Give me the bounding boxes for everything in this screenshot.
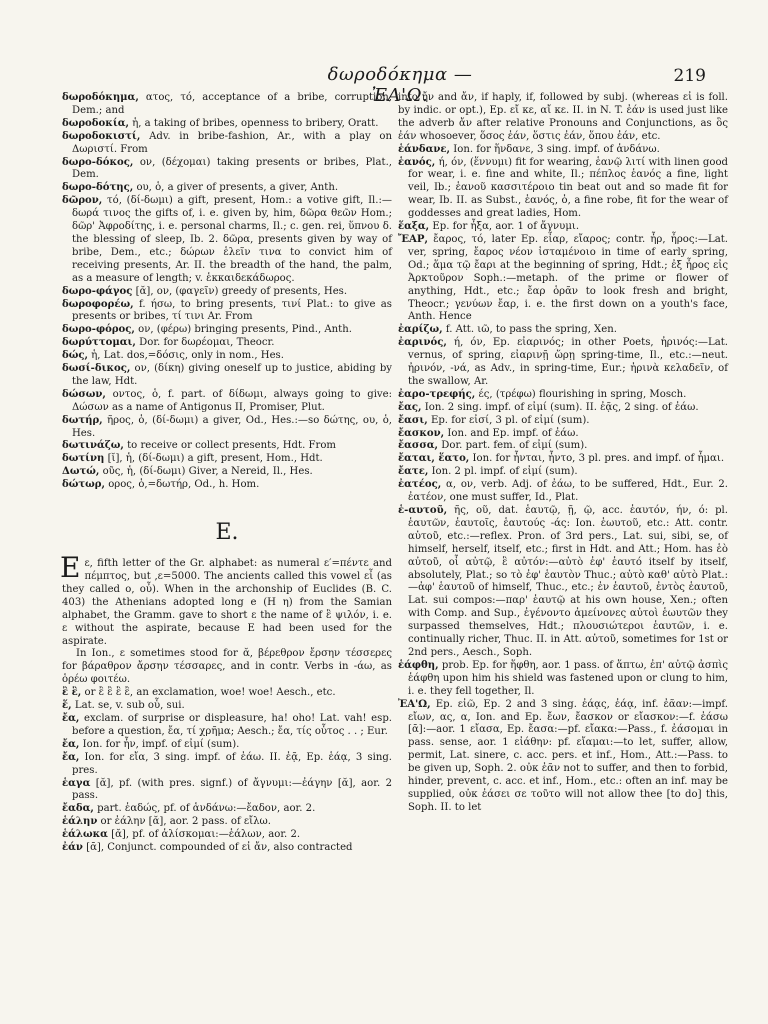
entry-definition: Ep. εἰῶ, Ep. 2 and 3 sing. ἐάᾳς, ἐάᾳ, inf. ἐᾶαν:—impf. εἴων, ας, α, Ion. and Ep. ἔων, ἔασκον or εἴασκον:—f. ἐάσω [ᾱ]:—aor. 1 εἴασα, Ep. ἔασα:—pf. εἴακα:—Pass., f. ἐάσομαι in pass. sense, aor. 1 εἰάθην: pf. εἴαμαι:—to let, suffer, allow, permit, Lat. sinere, c. acc. pers. et inf., Hom., Att.:—Pass. to be given up, Soph. 2. οὐκ ἐᾶν not to suffer, and then to forbid, hinder, prevent, c. acc. et inf., Hom., etc.: often an inf. may be supplied, οὐκ ἐάσει σε τοῦτο will not allow thee [to do] this, Soph. II. to let (408, 698, 728, 813)
entry-headword: δωρο-δότης, (62, 182, 134, 194)
entry-headword: ἔασσα, (398, 440, 439, 452)
entry-definition: Ion. for ἦν, impf. of εἰμί (sum). (79, 738, 240, 750)
entry-headword: ἑαγα (62, 777, 91, 789)
entry-definition: ἡ, Lat. dos,=δόσις, only in nom., Hes. (88, 350, 284, 362)
entry-headword: ἑ-αυτοῦ, (398, 505, 448, 516)
entry-headword: ἔασι, (398, 414, 428, 426)
entry-definition: [ᾱ], Conjunct. compounded of εἰ ἄν, also contracted (82, 842, 353, 854)
entry-definition: prob. Ep. for ἥφθη, aor. 1 pass. of ἅπτω, ἐπ' αὐτῷ ἀσπὶς ἑάφθη upon him his shield was fastened upon or clung to him, i. e. they fell together, Il. (408, 659, 728, 697)
entry-headword: δωρο-φόρος, (62, 324, 135, 336)
entry-headword: δωρο-φάγος (62, 285, 133, 297)
entry-definition: ῆς, οῦ, dat. ἑαυτῷ, ῇ, ῷ, acc. ἑαυτόν, ήν, ό: pl. ἑαυτῶν, ἑαυτοῖς, ἑαυτούς -άς: Ion. ἑωυτοῦ, etc.: Att. contr. αὑτοῦ, etc.:—reflex. Pron. of 3rd pers., Lat. sui, sibi, se, of himself, herself, itself, etc.; first in Hdt. and Att.; Hom. has ἑὸ αὐτοῦ, οἷ αὐτῷ, ἓ αὐτόν:—αὐτὸ ἐφ' ἑαυτό itself by itself, absolutely, Plat.; so τὸ ἐφ' ἑαυτὸν Thuc.; αὐτὸ καθ' αὑτὸ Plat.:—ἀφ' ἑαυτοῦ of himself, Thuc., etc.; ἐν ἑαυτοῦ, ἐντὸς ἑαυτοῦ, Lat. sui compos:—παρ' ἑαυτῷ at his own house, Xen.; often with Comp. and Sup., ἐγένοντο ἀμείνονες αὐτοὶ ἑωυτῶν they surpassed themselves, Hdt.; πλουσιώτεροι ἑαυτῶν, i. e. continually richer, Thuc. II. in Att. αὑτοῦ, sometimes for 1st or 2nd pers., Aesch., Soph. (408, 505, 728, 658)
dictionary-entry (398, 337, 728, 389)
entry-definition: ον, (δέχομαι) taking presents or bribes, Plat., Dem. (72, 156, 392, 181)
entry-headword: ἜΑΡ, (398, 233, 428, 245)
dictionary-entry (62, 131, 392, 157)
entry-definition: Ion. and Ep. impf. of ἐάω. (444, 427, 579, 439)
dictionary-entry (62, 803, 392, 816)
entry-definition: [ᾰ], pf. (with pres. signf.) of ἄγνυμι:—ἐάγην [ᾰ], aor. 2 pass. (72, 777, 392, 802)
dictionary-entry (62, 363, 392, 389)
entry-headword: δώτωρ, (62, 479, 105, 491)
entry-definition: Ep. for ἦξα, aor. 1 of ἄγνυμι. (429, 221, 580, 233)
entry-headword: ἑάλην (62, 816, 98, 828)
entry-headword: ἔα, (62, 751, 80, 763)
dictionary-entry (398, 660, 728, 699)
dictionary-entry (62, 299, 392, 325)
entry-definition: ατος, τό, acceptance of a bribe, corruption, Dem.; and (72, 92, 392, 116)
entry-definition: τό, (δί-δωμι) a gift, present, Hom.: a votive gift, Il.:—δωρά τινος the gifts of, i. e. given by, him, δῶρα θεῶν Hom.; δῶρ' Ἀφροδίτης, i. e. personal charms, Il.; c. gen. rei, ὕπνου δ. the blessing of sleep, Ib. 2. δῶρα, presents given by way of bribe, Dem., etc.; δώρων ἑλεῖν τινα to convict him of receiving presents, Ar. II. the breadth of the hand, the palm, as a measure of length; v. ἑκκαιδεκάδωρος. (72, 195, 392, 284)
entry-headword: δώς, (62, 350, 89, 362)
entry-definition: Adv. in bribe-fashion, Ar., with a play on Δωριστί. From (72, 130, 392, 155)
entry-headword: δώσων, (62, 388, 106, 400)
entry-definition: ον, (δίκη) giving oneself up to justice, abiding by the law, Hdt. (72, 363, 392, 387)
entry-definition: [ᾰ], pf. of ἁλίσκομαι:—ἑάλων, aor. 2. (107, 829, 301, 841)
entry-headword: Δωτώ, (62, 466, 100, 478)
dictionary-entry (398, 479, 728, 505)
dictionary-entry (398, 324, 728, 337)
entry-headword: δωροδοκιστί, (62, 130, 141, 142)
entry-definition: exclam. of surprise or displeasure, ha! oho! Lat. vah! esp. before a question, ἔα, τί χρῆμα; Aesch.; ἔα, τίς οὗτος . . ; Eur. (72, 712, 392, 737)
entry-headword: ἔαδα, (62, 803, 94, 815)
entry-definition: ορος, ὁ,=δωτήρ, Od., h. Hom. (104, 479, 260, 491)
entry-definition: οντος, ὁ, f. part. of δίδωμι, always going to give: Δώσων as a name of Antigonus II, Promiser, Plut. (72, 388, 392, 413)
dictionary-entry (398, 221, 728, 234)
section-heading-e: E. (215, 520, 239, 546)
entry-headword: ἑάλωκα (62, 829, 108, 841)
entry-headword: ἑάνδανε, (398, 143, 451, 155)
entry-headword: ἔατε, (398, 466, 429, 478)
entry-definition: part. ἑαδώς, pf. of ἁνδάνω:—ἔαδον, aor. 2. (93, 803, 316, 815)
entry-headword: δωροδόκημα, (62, 92, 139, 103)
entry-headword: δωσί-δικος, (62, 363, 131, 375)
entry-headword: ἔα, (62, 738, 80, 750)
dictionary-entry (62, 337, 392, 350)
entry-definition: f. ήσω, to bring presents, τινί Plat.: to give as presents or bribes, τί τινι Ar. From (72, 298, 392, 323)
entry-headword: δωροφορέω, (62, 298, 134, 310)
dictionary-entry (62, 752, 392, 778)
entry-headword: ἐαρο-τρεφής, (398, 388, 476, 400)
dictionary-entry (62, 739, 392, 752)
right-entry-list (398, 92, 728, 815)
entry-headword: ἑάφθη, (398, 659, 439, 671)
entry-headword: ἐαρίζω, (398, 324, 443, 336)
dictionary-entry (62, 350, 392, 363)
entry-definition: οῦς, ἡ, (δί-δωμι) Giver, a Nereid, Il., Hes. (99, 466, 313, 478)
dictionary-entry (62, 415, 392, 441)
entry-headword: ἑανός, (398, 156, 436, 168)
dictionary-entry (398, 234, 728, 324)
entry-definition: Lat. se, v. sub οὗ, sui. (71, 700, 185, 712)
dictionary-entry (398, 699, 728, 815)
entry-headword: ἔα, (62, 712, 80, 724)
dictionary-entry (62, 182, 392, 195)
entry-definition: Ion. for εἴα, 3 sing. impf. of ἐάω. II. ἐᾷ, Ep. ἑάᾳ, 3 sing. pres. (72, 751, 392, 776)
dictionary-entry (62, 118, 392, 131)
entry-definition: α, ον, verb. Adj. of ἐάω, to be suffered, Hdt., Eur. 2. ἐατέον, one must suffer, Id., Plat. (408, 479, 728, 504)
dictionary-entry (398, 389, 728, 402)
dictionary-entry (398, 505, 728, 660)
entry-headword: δωρο-δόκος, (62, 156, 134, 168)
dictionary-entry (62, 816, 392, 829)
drop-capital: E (60, 551, 81, 585)
dictionary-entry (398, 440, 728, 453)
entry-definition: or ἐάλην [ᾰ], aor. 2 pass. of εἴλω. (97, 816, 271, 828)
entry-headword: ἘΑ'Ω, (398, 698, 431, 710)
dictionary-entry (398, 144, 728, 157)
dictionary-entry (62, 92, 392, 118)
entry-headword: ἔασκον, (398, 427, 445, 439)
entry-definition: Ep. for εἰσί, 3 pl. of εἰμί (sum). (427, 414, 590, 426)
dictionary-entry (62, 687, 392, 700)
left-column (62, 92, 392, 855)
entry-definition: ή, όν, Ep. εἰαρινός; in other Poets, ἠρινός:—Lat. vernus, of spring, εἰαρινῇ ὥρῃ spring-time, Il., etc.:—neut. ἠρινόν, -νά, as Adv., in spring-time, Eur.; ἠρινὰ κελαδεῖν, of the swallow, Ar. (408, 337, 728, 387)
dictionary-entry (62, 286, 392, 299)
entry-definition: ου, ὁ, a giver of presents, a giver, Anth. (133, 182, 339, 194)
dictionary-entry (398, 92, 728, 144)
entry-headword: ἔας, (398, 401, 422, 413)
dictionary-entry (398, 402, 728, 415)
left-entry-list-2 (62, 687, 392, 855)
entry-headword: ἕ, (62, 700, 72, 712)
entry-definition: ἔαρος, τό, later Ep. εἶαρ, εἴαρος; contr. ἦρ, ἦρος:—Lat. ver, spring, ἔαρος νέον ἱσταμένοιο in time of early spring, Od.; ἅμα τῷ ἔαρι at the beginning of spring, Hdt.; ἐξ ἦρος εἰς Ἀρκτοῦρον Soph.:—metaph. of the prime or flower of anything, Hdt., etc.; ἔαρ ὁρᾶν to look fresh and bright, Theocr.; γενύων ἔαρ, i. e. the first down on a youth's face, Anth. Hence (408, 233, 728, 323)
entry-headword: δῶρον, (62, 195, 103, 207)
entry-definition: Ion. for ἥνδανε, 3 sing. impf. of ἁνδάνω. (450, 143, 660, 155)
dictionary-entry (62, 157, 392, 183)
page-number: 219 (673, 66, 706, 86)
entry-definition: Dor. part. fem. of εἰμί (sum). (438, 440, 588, 452)
entry-definition: into ἤν and ἄν, if haply, if, followed by subj. (whereas εἰ is foll. by indic. or opt.), Ep. εἴ κε, αἴ κε. II. in N. T. ἐάν is used just like the adverb ἄν after relative Pronouns and Conjunctions, as ὃς ἐάν whosoever, ὅσος ἐάν, ὅστις ἐάν, ὅπου ἐάν, etc. (398, 92, 728, 142)
letter-e-introduction (60, 551, 392, 687)
entry-definition: ἡ, a taking of bribes, openness to bribery, Oratt. (129, 117, 379, 129)
entry-definition: Dor. for δωρέομαι, Theocr. (135, 337, 275, 349)
dictionary-entry (62, 440, 392, 453)
entry-headword: δωρύττομαι, (62, 337, 136, 349)
entry-definition: ές, (τρέφω) flourishing in spring, Mosch. (475, 388, 687, 400)
running-title: δωροδόκημα — ἘΑ'Ω. (327, 64, 473, 106)
entry-headword: δωτήρ, (62, 414, 103, 426)
entry-definition: [ῐ], ἡ, (δί-δωμι) a gift, present, Hom., Hdt. (104, 453, 323, 465)
intro-paragraph-2: In Ion., ε sometimes stood for ᾰ, βέρεθρον ἔρσην τέσσερες for βάραθρον ἄρσην τέσσαρες, and in contr. Verbs in -άω, as ὁρέω φοιτέω. (62, 648, 392, 686)
left-entry-list (62, 92, 392, 492)
entry-definition: Ion. 2 pl. impf. of εἰμί (sum). (428, 466, 578, 478)
dictionary-entry (62, 466, 392, 479)
entry-definition: to receive or collect presents, Hdt. From (123, 440, 336, 452)
dictionary-entry (398, 428, 728, 441)
intro-paragraph-1 (60, 551, 392, 648)
entry-definition: [ᾰ], ον, (φαγεῖν) greedy of presents, Hes. (132, 285, 348, 297)
entry-headword: δωτίνη (62, 453, 105, 465)
dictionary-entry (62, 842, 392, 855)
entry-definition: Ion. for ἧνται, ἧντο, 3 pl. pres. and impf. of ἧμαι. (469, 453, 725, 465)
dictionary-entry (398, 157, 728, 222)
dictionary-entry (62, 778, 392, 804)
dictionary-entry (62, 324, 392, 337)
entry-definition: or ἒ ἒ ἒ ἒ, an exclamation, woe! woe! Aesch., etc. (81, 687, 336, 699)
dictionary-entry (398, 415, 728, 428)
dictionary-entry (62, 453, 392, 466)
entry-headword: δωτινάζω, (62, 440, 124, 452)
entry-definition: ῆρος, ὁ, (δί-δωμι) a giver, Od., Hes.:—so δώτης, ου, ὁ, Hes. (72, 414, 392, 439)
entry-definition: ον, (φέρω) bringing presents, Pind., Anth. (134, 324, 352, 336)
entry-headword: δωροδοκία, (62, 117, 129, 129)
dictionary-entry (398, 466, 728, 479)
dictionary-entry (398, 453, 728, 466)
dictionary-entry (62, 479, 392, 492)
dictionary-entry (62, 195, 392, 285)
entry-definition: Ion. 2 sing. impf. of εἰμί (sum). II. ἐᾷς, 2 sing. of ἐάω. (421, 401, 699, 413)
dictionary-entry (62, 829, 392, 842)
entry-headword: ἒ ἒ, (62, 687, 82, 699)
entry-headword: ἐαρινός, (398, 337, 447, 349)
intro-text-1: ε, fifth letter of the Gr. alphabet: as numeral ε′=πέντε and πέμπτος, but ,ε=5000. The ancients called this vowel εἶ (as they called ο, οὖ). When in the archonship of Euclides (B. C. 403) the Athenians adopted long e (H η) from the Samian alphabet, the Gramm. gave to short ε the name of ἒ ψιλόν, i. e. ε without the aspirate, because E had been used for the aspirate. (62, 558, 392, 647)
entry-headword: ἕαξα, (398, 221, 430, 233)
entry-headword: ἔαται, ἕατο, (398, 453, 470, 465)
dictionary-entry (62, 713, 392, 739)
entry-headword: ἐάν (62, 842, 83, 854)
entry-definition: f. Att. ιῶ, to pass the spring, Xen. (442, 324, 617, 336)
dictionary-entry (62, 389, 392, 415)
right-column (398, 92, 728, 815)
entry-headword: ἐατέος, (398, 479, 442, 491)
entry-definition: ή, όν, (ἕννυμι) fit for wearing, ἑανῷ λιτί with linen good for wear, i. e. fine and white, Il.; πέπλος ἑανός a fine, light veil, Ib.; ἑανοῦ κασσιτέροιο tin beat out and so made fit for wear, Ib. II. as Subst., ἑανός, ὁ, a fine robe, fit for the wear of goddesses and great ladies, Hom. (408, 156, 728, 220)
dictionary-entry (62, 700, 392, 713)
